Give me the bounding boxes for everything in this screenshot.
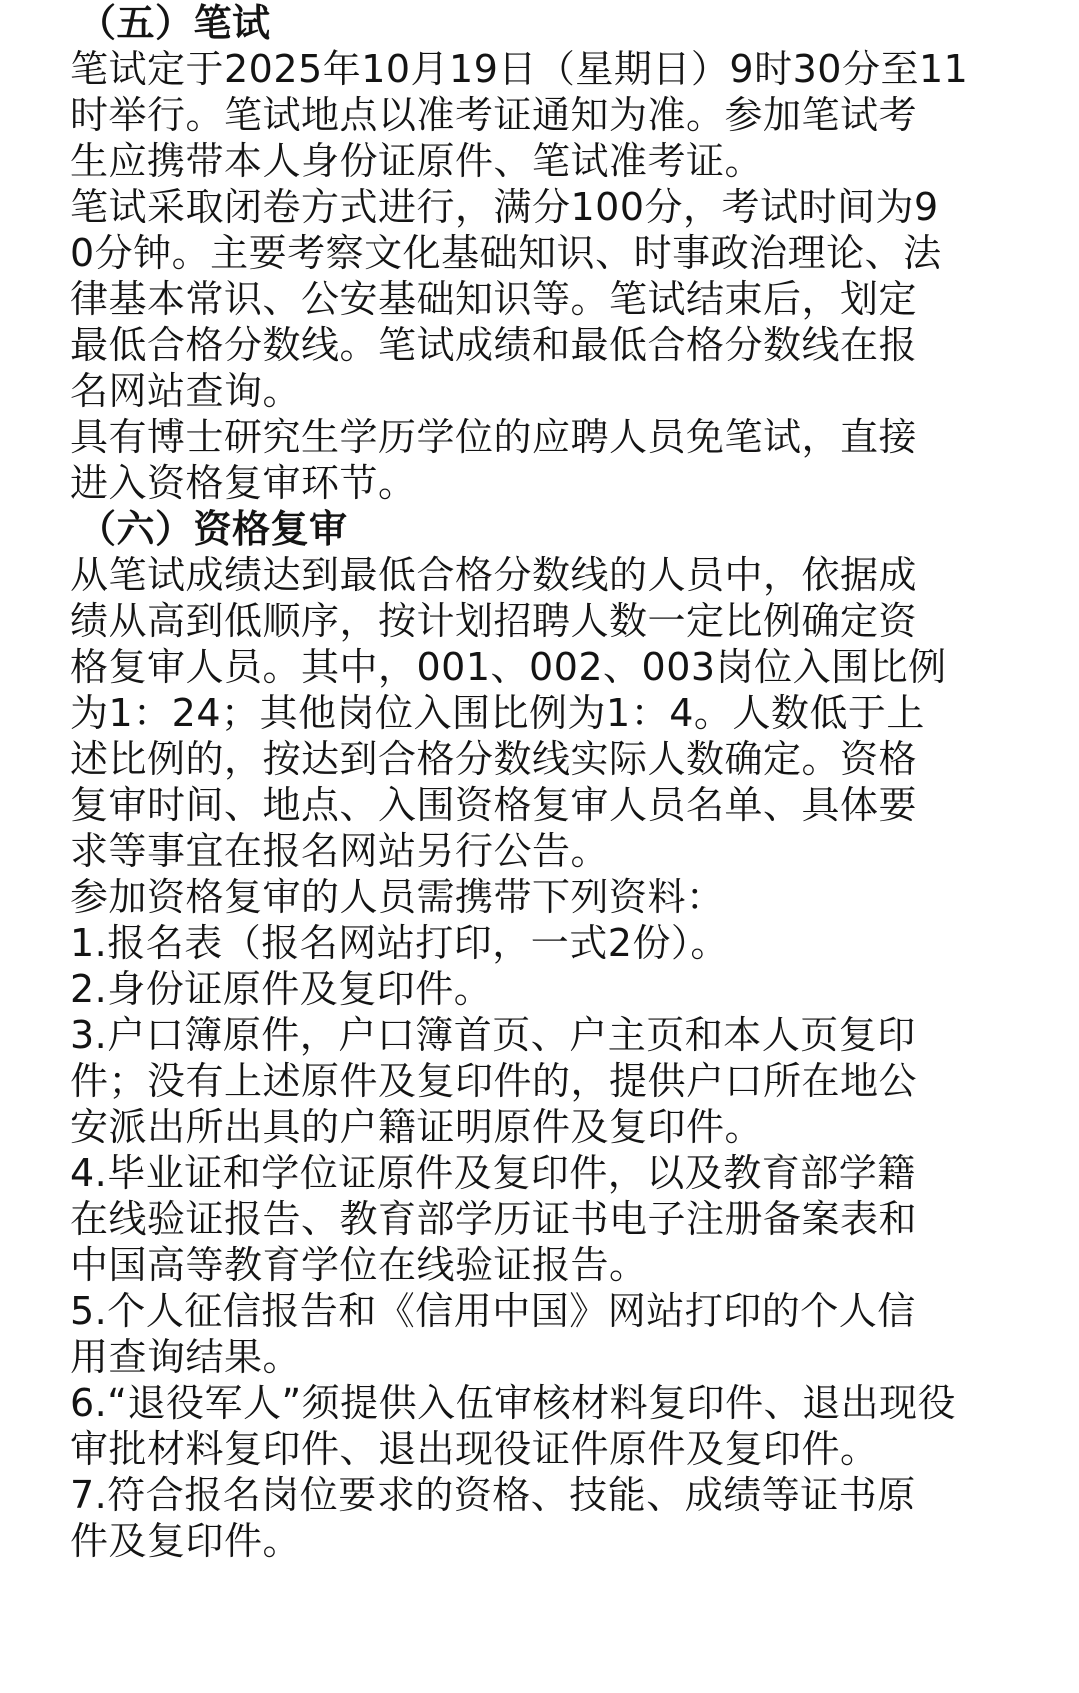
list-item: 件；没有上述原件及复印件的，提供户口所在地公 bbox=[70, 1059, 918, 1103]
list-item: 5.个人征信报告和《信用中国》网站打印的个人信 bbox=[70, 1289, 916, 1333]
list-item: 件及复印件。 bbox=[70, 1519, 302, 1563]
paragraph-line: 从笔试成绩达到最低合格分数线的人员中，依据成 bbox=[70, 553, 918, 597]
list-item: 1.报名表（报名网站打印，一式2份）。 bbox=[70, 921, 729, 965]
paragraph-line: 名网站查询。 bbox=[70, 369, 302, 413]
paragraph-line: 时举行。笔试地点以准考证通知为准。参加笔试考 bbox=[70, 93, 918, 137]
paragraph-line: 笔试采取闭卷方式进行，满分100分，考试时间为9 bbox=[70, 185, 939, 229]
paragraph-line: 为1：24；其他岗位入围比例为1：4。人数低于上 bbox=[70, 691, 925, 735]
paragraph-line: 复审时间、地点、入围资格复审人员名单、具体要 bbox=[70, 783, 918, 827]
list-item: 中国高等教育学位在线验证报告。 bbox=[70, 1243, 648, 1287]
paragraph-line: 进入资格复审环节。 bbox=[70, 461, 417, 505]
paragraph-line: 笔试定于2025年10月19日（星期日）9时30分至11 bbox=[70, 47, 969, 91]
list-item: 审批材料复印件、退出现役证件原件及复印件。 bbox=[70, 1427, 879, 1471]
section-heading: （六）资格复审 bbox=[78, 507, 348, 551]
paragraph-line: 格复审人员。其中，001、002、003岗位入围比例 bbox=[70, 645, 947, 689]
paragraph-line: 最低合格分数线。笔试成绩和最低合格分数线在报 bbox=[70, 323, 918, 367]
paragraph-line: 求等事宜在报名网站另行公告。 bbox=[70, 829, 610, 873]
paragraph-line: 绩从高到低顺序，按计划招聘人数一定比例确定资 bbox=[70, 599, 918, 643]
list-item: 2.身份证原件及复印件。 bbox=[70, 967, 493, 1011]
section-qualification-review bbox=[70, 506, 1079, 1564]
paragraph-line: 0分钟。主要考察文化基础知识、时事政治理论、法 bbox=[70, 231, 942, 275]
paragraph-line: 生应携带本人身份证原件、笔试准考证。 bbox=[70, 139, 764, 183]
list-item: 用查询结果。 bbox=[70, 1335, 302, 1379]
paragraph-line: 述比例的，按达到合格分数线实际人数确定。资格 bbox=[70, 737, 918, 781]
paragraph-line: 具有博士研究生学历学位的应聘人员免笔试，直接 bbox=[70, 415, 918, 459]
list-item: 4.毕业证和学位证原件及复印件，以及教育部学籍 bbox=[70, 1151, 916, 1195]
paragraph-line: 参加资格复审的人员需携带下列资料： bbox=[70, 875, 725, 919]
list-item: 安派出所出具的户籍证明原件及复印件。 bbox=[70, 1105, 764, 1149]
list-item: 在线验证报告、教育部学历证书电子注册备案表和 bbox=[70, 1197, 918, 1241]
section-written-exam bbox=[70, 0, 1079, 506]
paragraph-line: 律基本常识、公安基础知识等。笔试结束后，划定 bbox=[70, 277, 918, 321]
list-item: 6.“退役军人”须提供入伍审核材料复印件、退出现役 bbox=[70, 1381, 957, 1425]
list-item: 7.符合报名岗位要求的资格、技能、成绩等证书原 bbox=[70, 1473, 916, 1517]
list-item: 3.户口簿原件，户口簿首页、户主页和本人页复印 bbox=[70, 1013, 916, 1057]
section-heading: （五）笔试 bbox=[78, 1, 271, 45]
